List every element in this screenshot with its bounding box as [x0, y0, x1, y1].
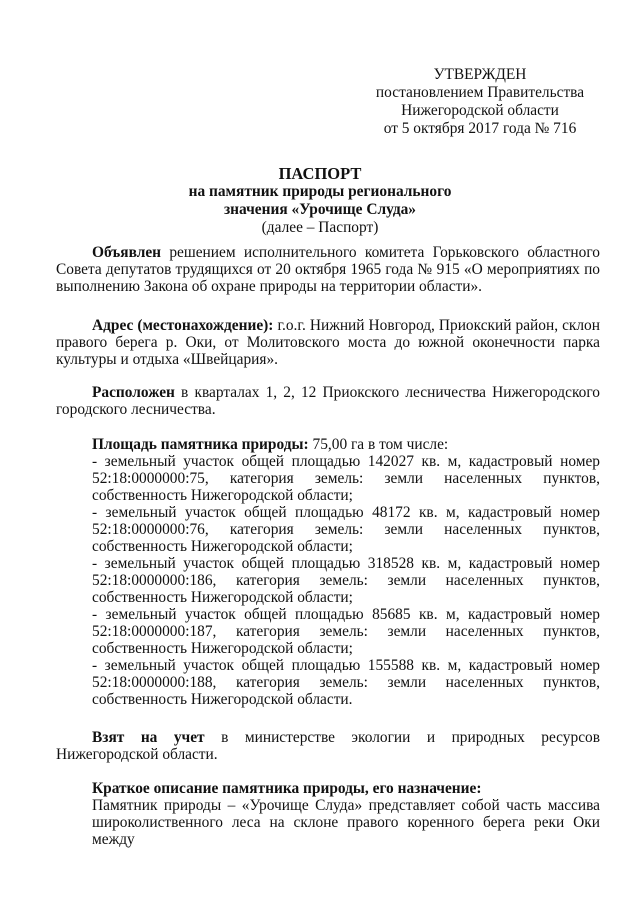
- area-text: 75,00 га в том числе:: [312, 436, 449, 453]
- description-paragraph: [56, 780, 600, 848]
- address-lead: Адрес (местонахождение):: [92, 317, 274, 334]
- located-lead: Расположен: [92, 384, 175, 401]
- title-heading: ПАСПОРТ: [278, 164, 362, 183]
- document-title: [110, 165, 530, 237]
- title-line-3: (далее – Паспорт): [261, 219, 379, 236]
- title-line-2: значения «Урочище Слуда»: [223, 201, 416, 218]
- registered-text: в министерстве экологии и природных ресурсов Нижегородской области.: [56, 729, 600, 763]
- located-text: в кварталах 1, 2, 12 Приокского лесничества Нижегородского городского лесничества.: [56, 384, 600, 418]
- registered-lead: Взят на учет: [92, 729, 205, 746]
- area-item: - земельный участок общей площадью 318528 кв. м, кадастровый номер 52:18:0000000:186, категория земель: земли населенных пунктов, собственность Нижегородской области;: [92, 555, 600, 606]
- area-paragraph: [56, 436, 600, 708]
- approval-status: УТВЕРЖДЕН: [433, 66, 527, 83]
- located-paragraph: [56, 384, 600, 418]
- address-text: г.о.г. Нижний Новгород, Приокский район, склон правого берега р. Оки, от Молитовского моста до южной оконечности парка культуры и отдыха «Швейцария».: [56, 317, 600, 368]
- area-item: - земельный участок общей площадью 48172 кв. м, кадастровый номер 52:18:0000000:76, категория земель: земли населенных пунктов, собственность Нижегородской области;: [92, 504, 600, 555]
- approval-line-1: постановлением Правительства: [375, 84, 585, 101]
- area-item: - земельный участок общей площадью 155588 кв. м, кадастровый номер 52:18:0000000:188, категория земель: земли населенных пунктов, собственность Нижегородской области.: [92, 657, 600, 708]
- title-line-1: на памятник природы регионального: [188, 183, 452, 200]
- declared-lead: Объявлен: [92, 244, 162, 261]
- registered-paragraph: [56, 729, 600, 763]
- area-lead: Площадь памятника природы:: [92, 436, 309, 453]
- description-lead: Краткое описание памятника природы, его назначение:: [92, 780, 482, 797]
- description-text: Памятник природы – «Урочище Слуда» представляет собой часть массива широколиственного леса на склоне правого коренного берега реки Оки между: [92, 797, 600, 848]
- approval-line-2: Нижегородской области: [401, 102, 559, 119]
- declared-paragraph: [56, 244, 600, 295]
- declared-text: решением исполнительного комитета Горьковского областного Совета депутатов трудящихся от 20 октября 1965 года № 915 «О мероприятиях по выполнению Закона об охране природы на территории области».: [56, 244, 600, 295]
- approval-line-3: от 5 октября 2017 года № 716: [383, 120, 577, 137]
- address-paragraph: [56, 317, 600, 368]
- area-item: - земельный участок общей площадью 85685 кв. м, кадастровый номер 52:18:0000000:187, категория земель: земли населенных пунктов, собственность Нижегородской области;: [92, 606, 600, 657]
- approval-stamp: [355, 66, 605, 138]
- area-item: - земельный участок общей площадью 142027 кв. м, кадастровый номер 52:18:0000000:75, категория земель: земли населенных пунктов, собственность Нижегородской области;: [92, 453, 600, 504]
